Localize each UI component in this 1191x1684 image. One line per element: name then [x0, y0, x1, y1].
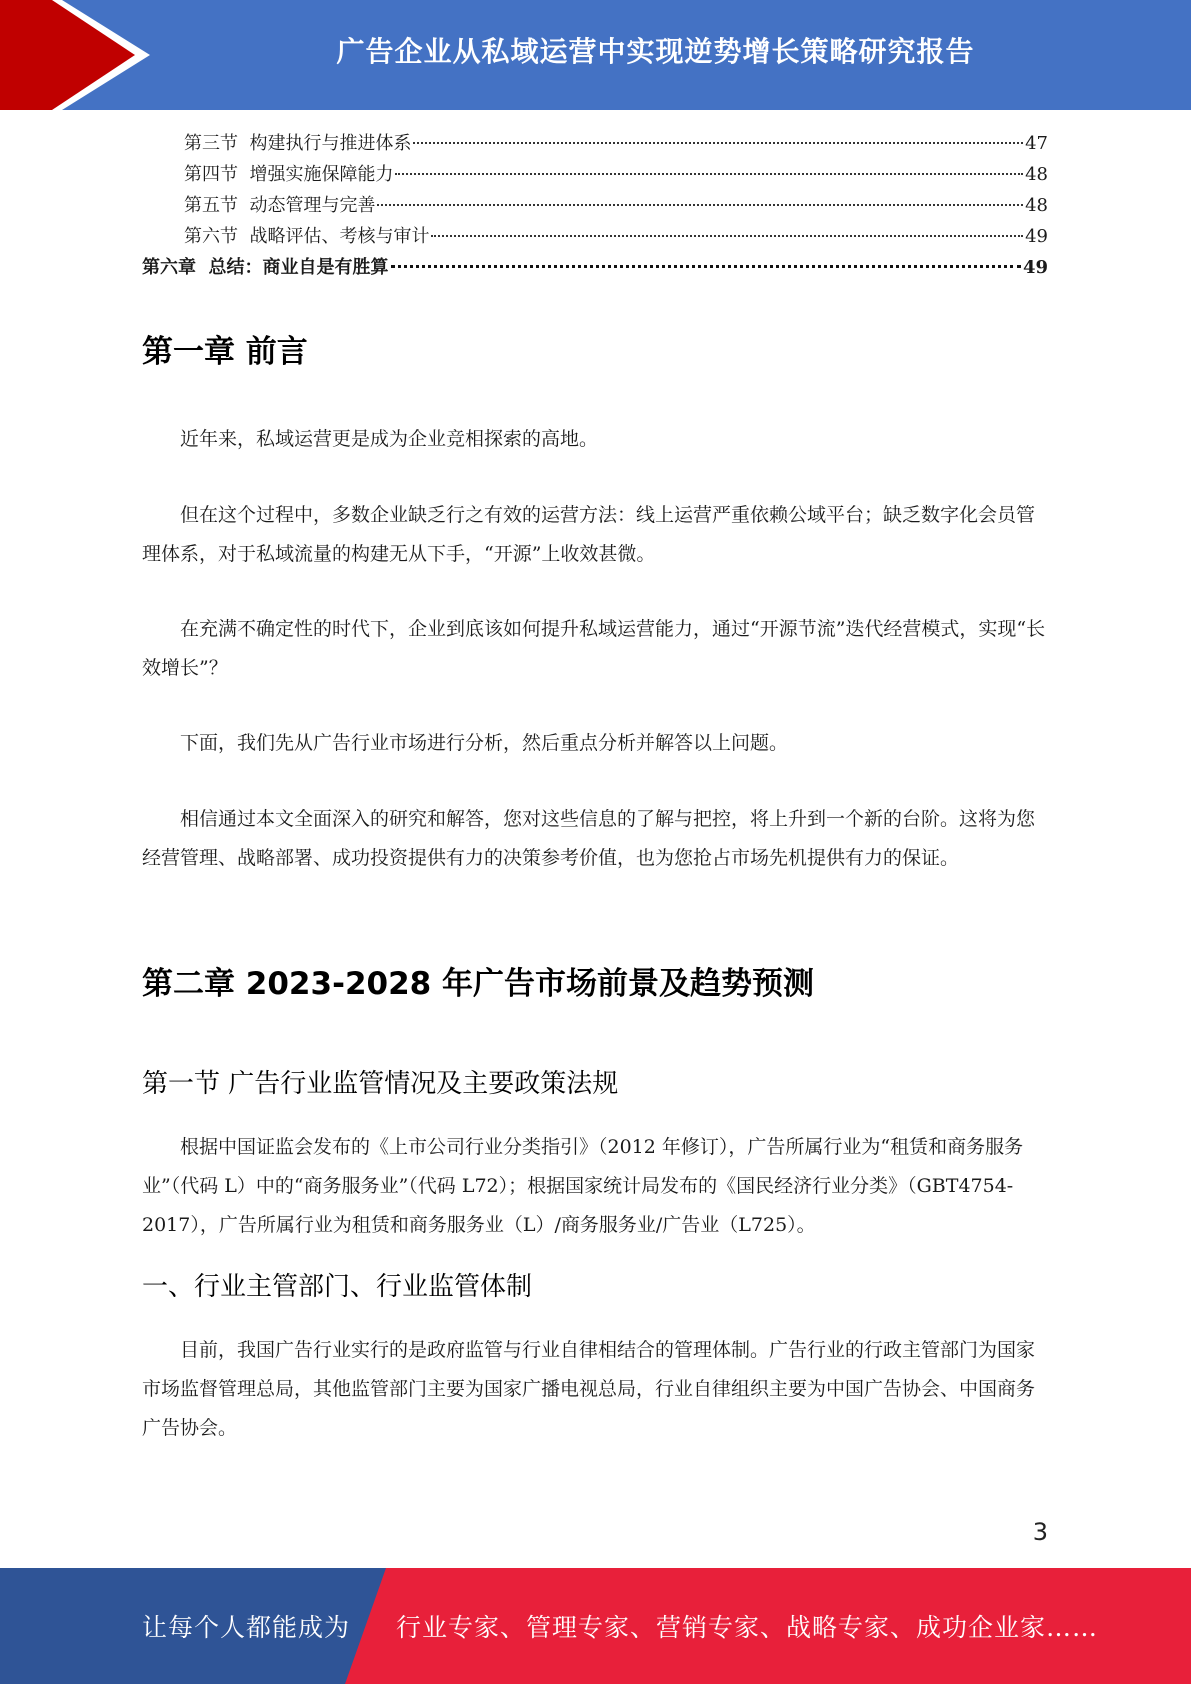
toc-entry-page: 48: [1025, 164, 1048, 185]
subsection-1-heading: 一、行业主管部门、行业监管体制: [142, 1272, 533, 1302]
section-1-paragraph: 根据中国证监会发布的《上市公司行业分类指引》（2012 年修订），广告所属行业为“租赁和商务服务业”（代码 L）中的“商务服务业”（代码 L72）；根据国家统计局发布的《国民经济行业分类》（GBT4754-2017），广告所属行业为租赁和商务服务业（L）/商务服务业/广告业（L725）。: [142, 1136, 1024, 1236]
page-number: 3: [1032, 1518, 1048, 1546]
footer-slogan-left: 让每个人都能成为: [142, 1613, 351, 1642]
toc-entry-page: 49: [1022, 257, 1048, 278]
chapter-1-paragraph-3: 在充满不确定性的时代下，企业到底该如何提升私域运营能力，通过“开源节流”迭代经营模式，实现“长效增长”？: [142, 618, 1046, 679]
toc-entry-label: 第四节 增强实施保障能力: [184, 164, 394, 185]
toc-entry-label: 第五节 动态管理与完善: [184, 195, 376, 216]
report-title: 广告企业从私域运营中实现逆势增长策略研究报告: [336, 35, 975, 68]
toc-leader-dots: [391, 265, 1021, 268]
toc-leader-dots: [431, 235, 1023, 237]
section-1-heading: 第一节 广告行业监管情况及主要政策法规: [142, 1069, 619, 1099]
chapter-1-paragraph-4: 下面，我们先从广告行业市场进行分析，然后重点分析并解答以上问题。: [180, 732, 789, 754]
toc-entry-section-6[interactable]: [142, 221, 1048, 252]
subsection-1-paragraph: 目前，我国广告行业实行的是政府监管与行业自律相结合的管理体制。广告行业的行政主管部门为国家市场监督管理总局，其他监管部门主要为国家广播电视总局，行业自律组织主要为中国广告协会、中国商务广告协会。: [142, 1339, 1036, 1439]
table-of-contents: [142, 128, 1048, 283]
toc-entry-section-4[interactable]: [142, 159, 1048, 190]
toc-entry-page: 48: [1025, 195, 1048, 216]
toc-entry-page: 49: [1025, 226, 1048, 247]
header-chevron-red: [0, 0, 135, 110]
chapter-1-paragraph-2: 但在这个过程中，多数企业缺乏行之有效的运营方法：线上运营严重依赖公域平台；缺乏数字化会员管理体系，对于私域流量的构建无从下手，“开源”上收效甚微。: [142, 504, 1036, 565]
report-footer: [0, 1568, 1191, 1684]
report-header: [0, 0, 1191, 110]
toc-leader-dots: [395, 173, 1023, 175]
toc-entry-page: 47: [1025, 133, 1048, 154]
chapter-2-heading: 第二章 2023-2028 年广告市场前景及趋势预测: [142, 966, 815, 1002]
chapter-1-paragraph-5: 相信通过本文全面深入的研究和解答，您对这些信息的了解与把控，将上升到一个新的台阶。这将为您经营管理、战略部署、成功投资提供有力的决策参考价值，也为您抢占市场先机提供有力的保证。: [142, 808, 1036, 869]
toc-entry-label: 第六节 战略评估、考核与审计: [184, 226, 430, 247]
toc-entry-section-5[interactable]: [142, 190, 1048, 221]
toc-entry-chapter-6[interactable]: [142, 252, 1048, 283]
toc-leader-dots: [377, 204, 1023, 206]
toc-leader-dots: [413, 142, 1023, 144]
footer-slogan-right: 行业专家、管理专家、营销专家、战略专家、成功企业家……: [396, 1613, 1099, 1642]
chapter-1-heading: 第一章 前言: [142, 334, 308, 370]
toc-entry-label: 第三节 构建执行与推进体系: [184, 133, 412, 154]
toc-entry-section-3[interactable]: [142, 128, 1048, 159]
chapter-1-paragraph-1: 近年来，私域运营更是成为企业竞相探索的高地。: [180, 428, 599, 450]
toc-entry-label: 第六章 总结：商业自是有胜算: [142, 257, 389, 278]
